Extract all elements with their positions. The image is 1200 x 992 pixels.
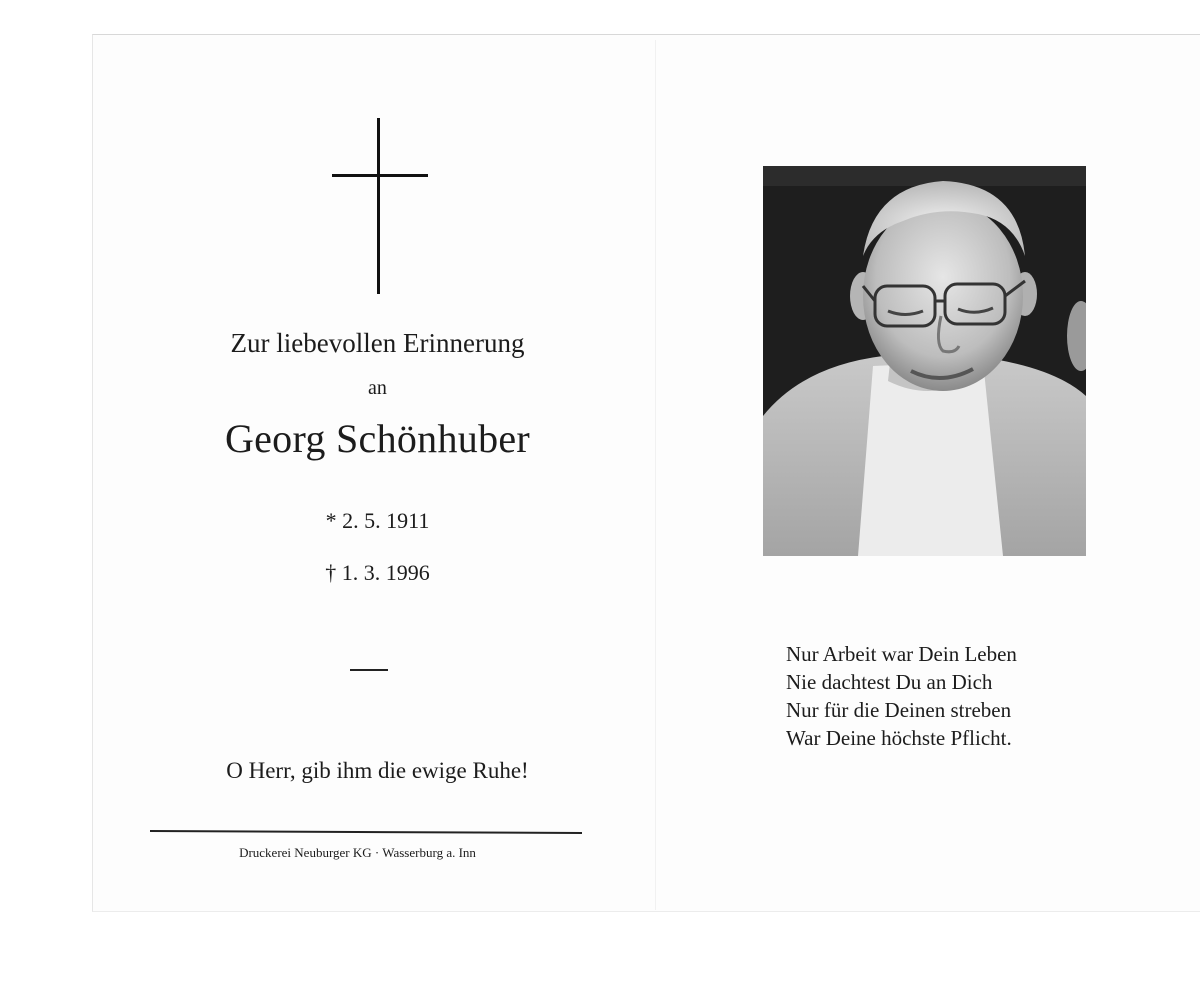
portrait-illustration bbox=[763, 166, 1086, 556]
footer-rule bbox=[150, 830, 582, 834]
birth-date: * 2. 5. 1911 bbox=[325, 508, 430, 533]
card-fold-line bbox=[655, 40, 656, 910]
prayer-text: O Herr, gib ihm die ewige Ruhe! bbox=[226, 758, 529, 783]
left-panel bbox=[100, 40, 655, 900]
verse-block bbox=[786, 640, 1086, 752]
divider-dash bbox=[350, 669, 388, 671]
deceased-name: Georg Schönhuber bbox=[224, 416, 531, 461]
verse-line: Nur für die Deinen streben bbox=[786, 698, 1012, 722]
printer-credit: Druckerei Neuburger KG · Wasserburg a. Inn bbox=[239, 845, 476, 860]
verse-line: Nie dachtest Du an Dich bbox=[786, 670, 993, 694]
portrait-photo bbox=[763, 166, 1086, 556]
intro-text: Zur liebevollen Erinnerung bbox=[230, 328, 525, 358]
verse-line: Nur Arbeit war Dein Leben bbox=[786, 642, 1017, 666]
death-date: † 1. 3. 1996 bbox=[325, 560, 430, 585]
preposition-text: an bbox=[368, 377, 387, 399]
cross-icon bbox=[332, 118, 428, 294]
verse-line: War Deine höchste Pflicht. bbox=[786, 726, 1012, 750]
